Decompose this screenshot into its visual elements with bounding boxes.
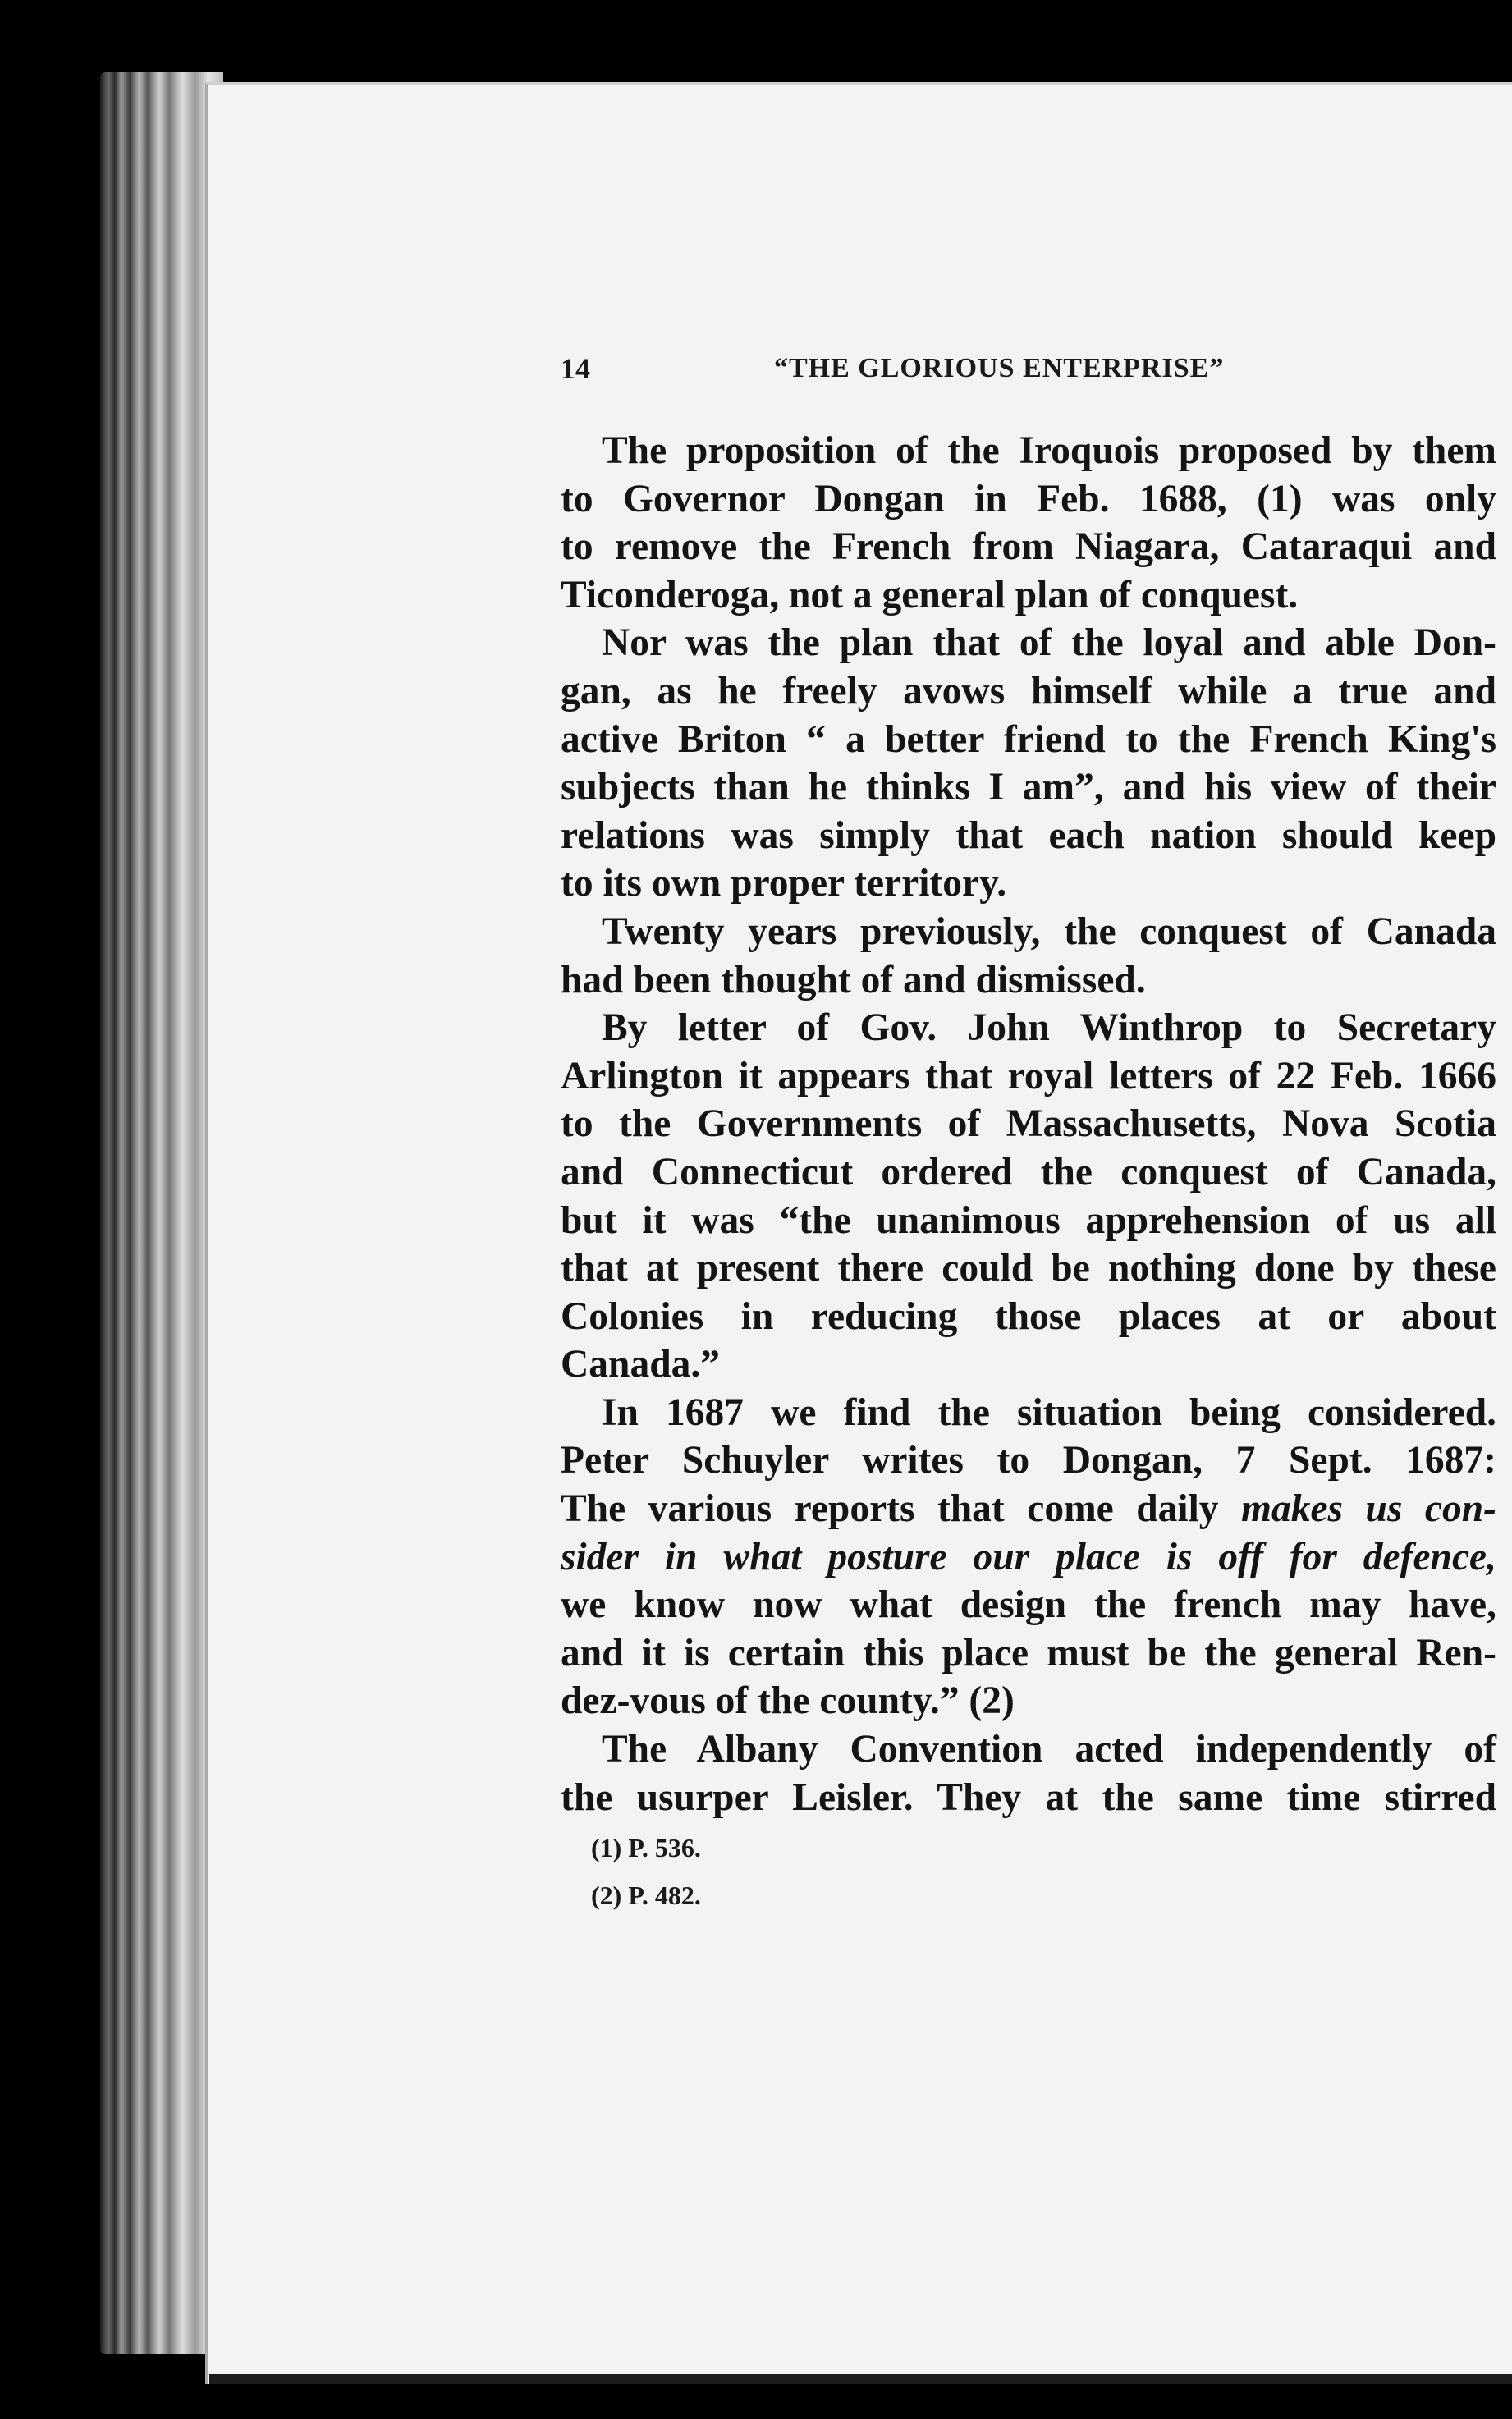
text-line: Twenty years previously, the conquest of Canada xyxy=(602,909,1496,953)
footnotes xyxy=(591,1824,1084,1919)
text-line: In 1687 we find the situation being considered. xyxy=(602,1390,1496,1434)
text-line: that at present there could be nothing done by these xyxy=(561,1247,1496,1290)
text-line: and it is certain this place must be the general Ren- xyxy=(561,1631,1496,1675)
text-line: The proposition of the Iroquois proposed by them xyxy=(602,429,1496,472)
text-line: to remove the French from Niagara, Cataraqui and xyxy=(561,525,1496,569)
text-line: Colonies in reducing those places at or about xyxy=(561,1294,1496,1338)
text-line: but it was “the unanimous apprehension of us all xyxy=(561,1198,1496,1242)
text-line: relations was simply that each nation should keep xyxy=(561,813,1496,857)
text-line: gan, as he freely avows himself while a true and xyxy=(561,669,1496,712)
text-line: and Connecticut ordered the conquest of Canada, xyxy=(561,1150,1496,1193)
text-line: The Albany Convention acted independently of xyxy=(602,1728,1496,1771)
italic-text-run: sider in what posture our place is off for defence, xyxy=(561,1535,1496,1578)
page-bottom-shadow xyxy=(209,2374,1512,2384)
text-line: to the Governments of Massachusetts, Nova Scotia xyxy=(561,1102,1496,1146)
text-line: the usurper Leisler. They at the same time stirred xyxy=(561,1775,1496,1819)
text-line xyxy=(561,1533,1496,1582)
page-header xyxy=(561,346,1496,396)
text-line: had been thought of and dismissed. xyxy=(561,958,1146,1001)
text-line: Peter Schuyler writes to Dongan, 7 Sept. 1687: xyxy=(561,1439,1496,1482)
text-line: we know now what design the french may have, xyxy=(561,1583,1496,1627)
text-line xyxy=(561,1485,1496,1533)
running-head: “THE GLORIOUS ENTERPRISE” xyxy=(774,353,1225,383)
text-line: Nor was the plan that of the loyal and able Don- xyxy=(602,621,1496,665)
page-number: 14 xyxy=(561,352,590,385)
text-line: to its own proper territory. xyxy=(561,862,1007,905)
footnote: (1) P. 536. xyxy=(591,1833,701,1862)
text-line: dez-vous of the county.” (2) xyxy=(561,1679,1015,1723)
text-line: to Governor Dongan in Feb. 1688, (1) was only xyxy=(561,477,1496,520)
text-line: active Briton “ a better friend to the French King's xyxy=(561,717,1496,761)
italic-text-run: makes us con- xyxy=(1241,1487,1496,1531)
body-text xyxy=(561,427,1496,1821)
text-line: subjects than he thinks I am”, and his view of their xyxy=(561,766,1496,809)
footnote: (2) P. 482. xyxy=(591,1881,701,1910)
text-run: The various reports that come daily xyxy=(561,1487,1242,1531)
text-line: Ticonderoga, not a general plan of conquest. xyxy=(561,573,1299,616)
text-line: Canada.” xyxy=(561,1343,721,1386)
text-line: By letter of Gov. John Winthrop to Secretary xyxy=(602,1006,1496,1050)
text-line: Arlington it appears that royal letters of 22 Feb. 1666 xyxy=(561,1054,1496,1097)
